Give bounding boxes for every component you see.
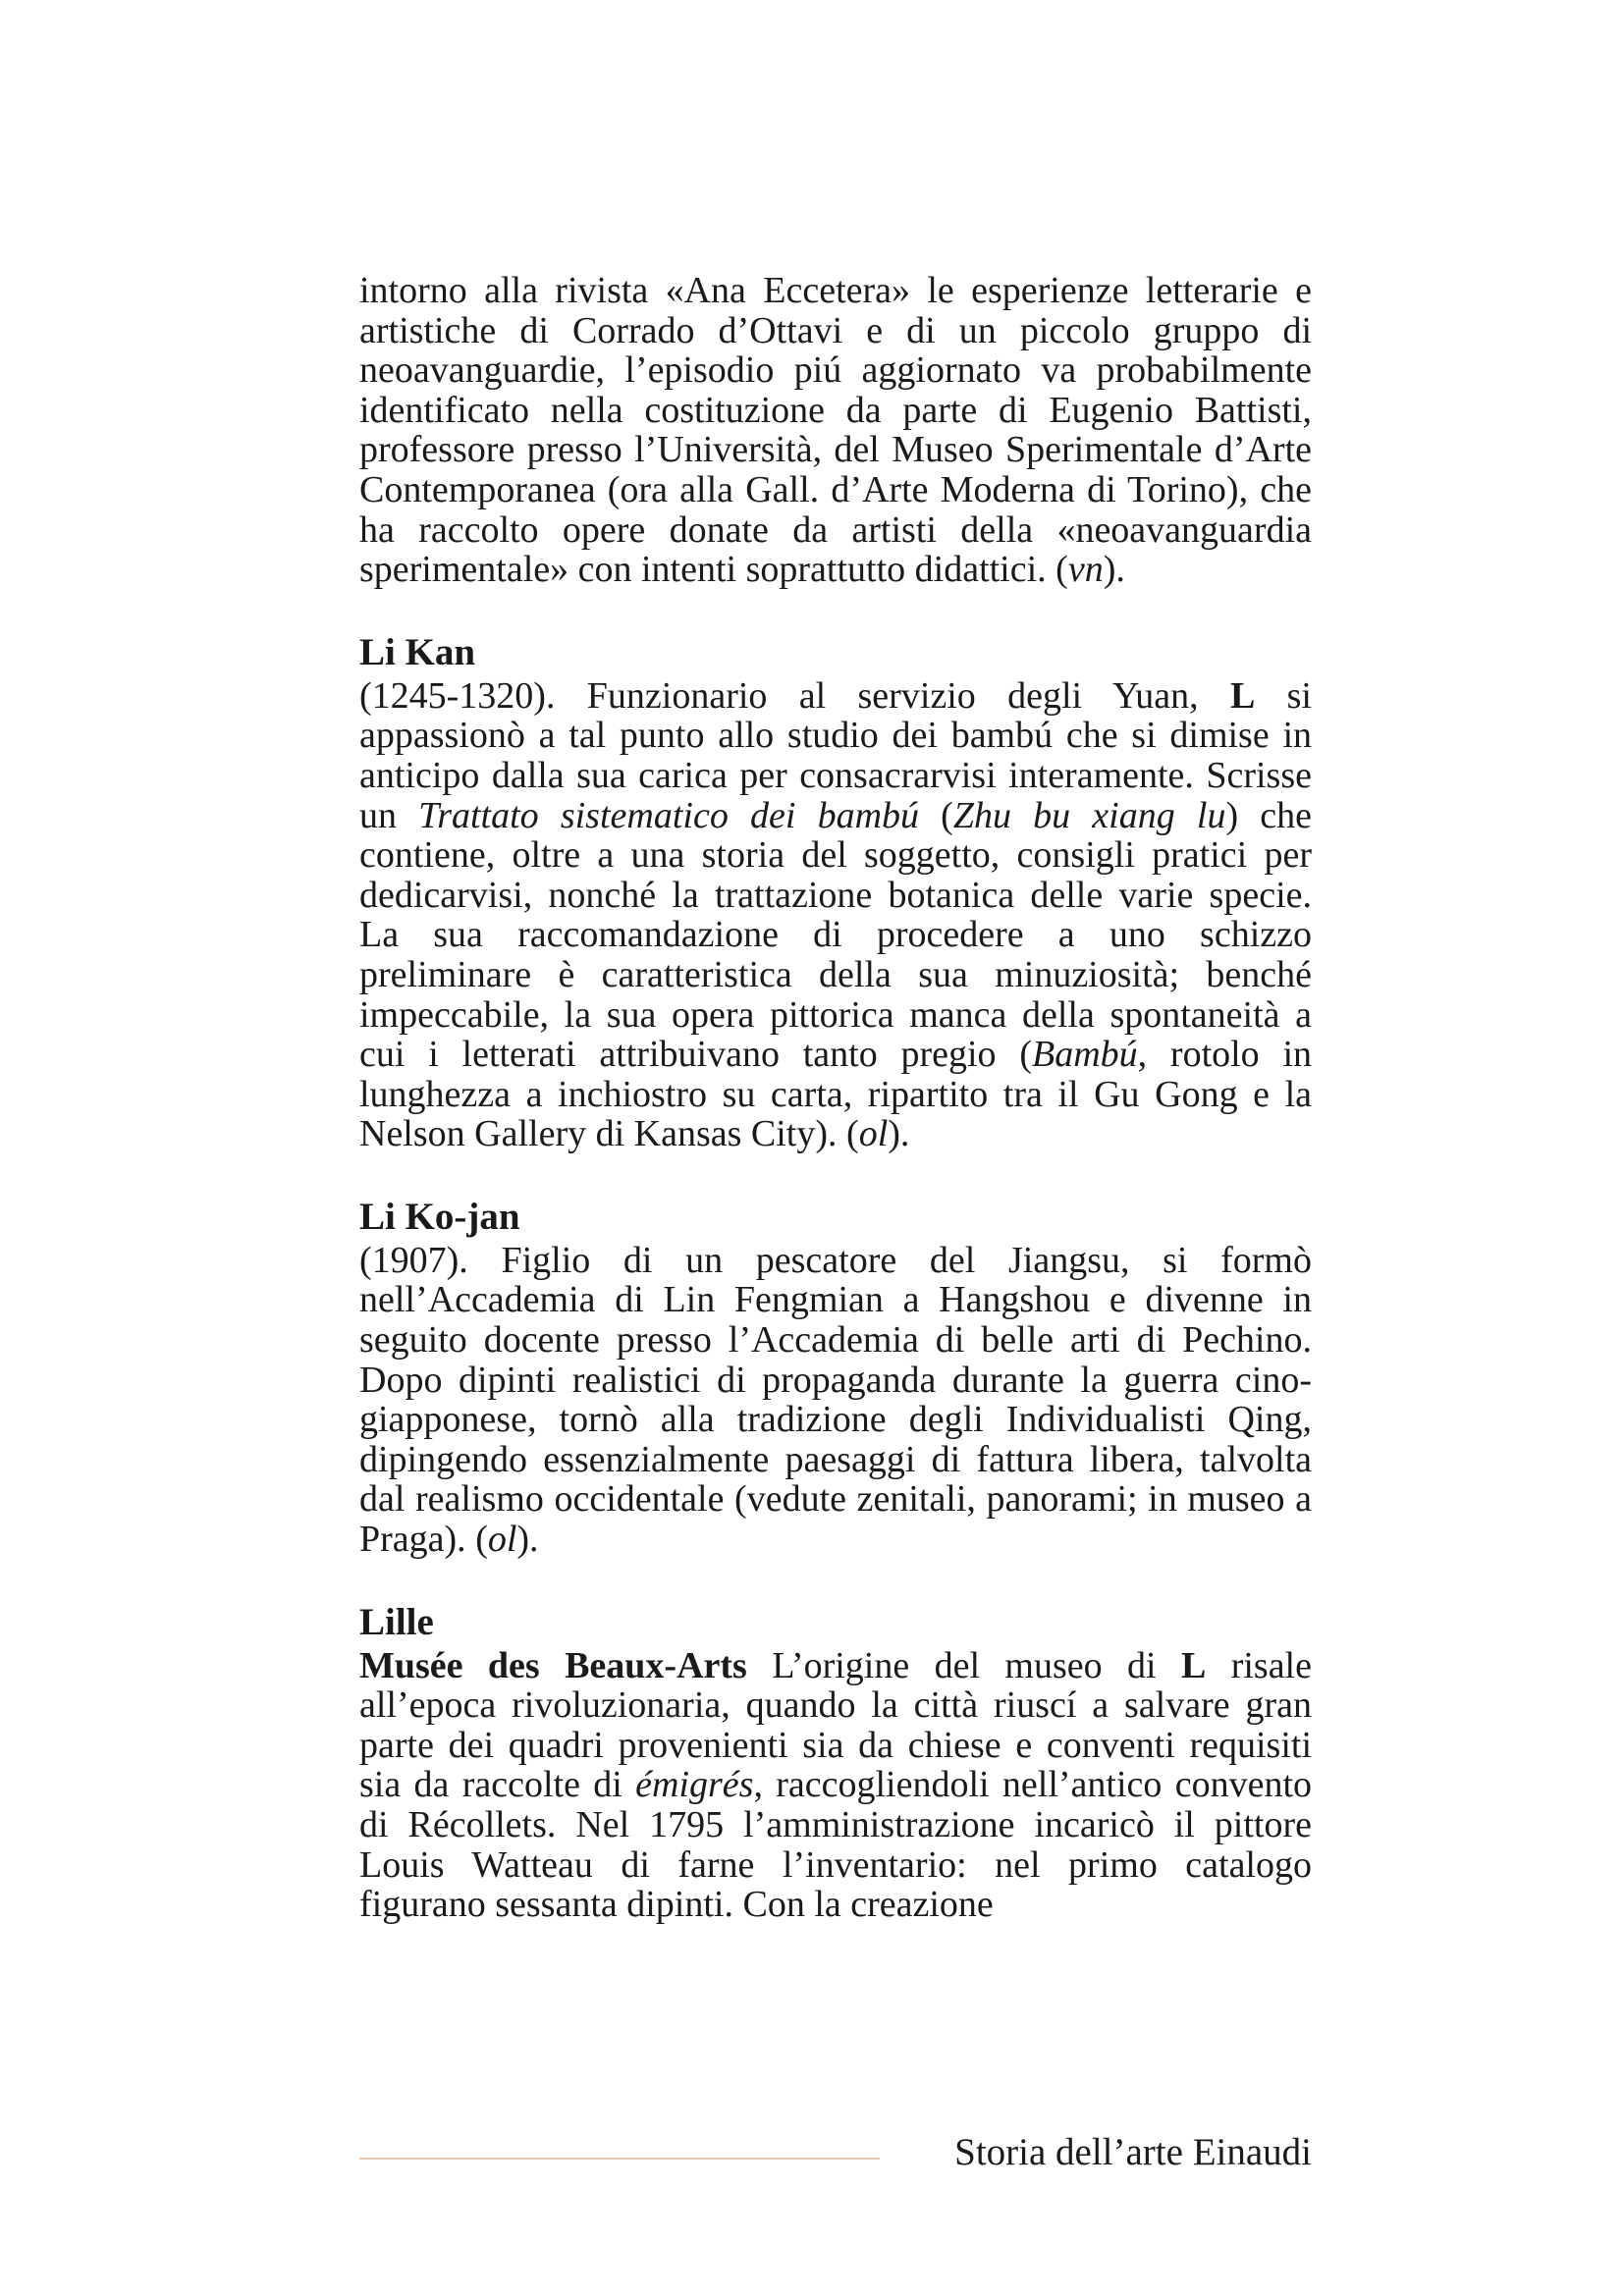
text-run: , raccogliendoli nell’antico convento di Récollets. Nel 1795 l’amministrazione incaricò il pittore Louis Watteau di farne l’inventario: nel primo catalogo figurano sessanta dipinti. Con la creazione bbox=[359, 1764, 1312, 1926]
text-run: , rotolo in lunghezza a inchiostro su carta, ripartito tra il Gu Gong e la Nelson Gallery di Kansas City). bbox=[359, 1034, 1313, 1155]
page-body bbox=[359, 271, 1312, 1925]
entry-title-li-kan: Li Kan bbox=[359, 630, 476, 673]
entry-body-li-ko-jan: (1907). Figlio di un pescatore del Jiangsu, si formò nell’Accademia di Lin Fengmian a Hangshou e divenne in seguito docente presso l’Accademia di belle arti di Pechino. Dopo dipinti realistici di propaganda durante la guerra cino-giapponese, tornò alla tradizione degli Individualisti Qing, dipingendo essenzialmente paesaggi di fattura libera, talvolta dal realismo occidentale (vedute zenitali, panorami; in museo a Praga). (ol). bbox=[359, 1239, 1312, 1561]
intro-author: vn bbox=[1067, 549, 1104, 591]
entry-author: ol bbox=[487, 1519, 517, 1561]
entry-title-lille: Lille bbox=[359, 1600, 434, 1643]
footer-rule bbox=[359, 2158, 880, 2160]
text-run: (1245-1320). Funzionario al servizio degli Yuan, bbox=[359, 674, 1230, 717]
entry-title-li-ko-jan: Li Ko-jan bbox=[359, 1195, 520, 1238]
work-title: Bambú bbox=[1031, 1034, 1138, 1076]
text-run: risale all’epoca rivoluzionaria, quando la città riuscí a salvare gran parte dei quadri provenienti sia da chiese e conventi requisiti sia da raccolte di bbox=[359, 1644, 1312, 1806]
work-title: Trattato sistematico dei bambú bbox=[418, 794, 920, 836]
text-run: si appassionò a tal punto allo studio dei bambú che si dimise in anticipo dalla sua carica per consacrarvisi interamente. Scrisse un bbox=[359, 674, 1312, 836]
work-title: Zhu bu xiang lu bbox=[952, 794, 1226, 836]
entry-body-lille bbox=[359, 1646, 1312, 1925]
text-run: L’origine del museo di bbox=[746, 1644, 1181, 1686]
entry-body-li-kan: (1245-1320). Funzionario al servizio degli Yuan, L si appassionò a tal punto allo studio dei bambú che si dimise in anticipo dalla sua carica per consacrarvisi interamente. Scrisse un Trattato sistematico dei bambú (Zhu bu xiang lu) che contiene, oltre a una storia del soggetto, consigli pratici per dedicarvisi, nonché la trattazione botanica delle varie specie. La sua raccomandazione di procedere a uno schizzo preliminare è caratteristica della sua minuziosità; benché impeccabile, la sua opera pittorica manca della spontaneità a cui i letterati attribuivano tanto pregio (Bambú, rotolo in lunghezza a inchiostro su carta, ripartito tra il Gu Gong e la Nelson Gallery di Kansas City). (ol). bbox=[359, 674, 1313, 1155]
page-footer bbox=[359, 2128, 1312, 2187]
intro-paragraph: intorno alla rivista «Ana Eccetera» le esperienze letterarie e artistiche di Corrado d’Ottavi e di un piccolo gruppo di neoavanguardie, l’episodio piú aggiornato va probabilmente identificato nella costituzione da parte di Eugenio Battisti, professore presso l’Università, del Museo Sperimentale d’Arte Contemporanea (ora alla Gall. d’Arte Moderna di Torino), che ha raccolto opere donate da artisti della «neoavanguardia sperimentale» con intenti soprattutto didattici. (vn). bbox=[359, 270, 1312, 591]
text-run: (1907). Figlio di un pescatore del Jiangsu, si formò nell’Accademia di Lin Fengmian a Hangshou e divenne in seguito docente presso l’Accademia di belle arti di Pechino. Dopo dipinti realistici di propaganda durante la guerra cino-giapponese, tornò alla tradizione degli Individualisti Qing, dipingendo essenzialmente paesaggi di fattura libera, talvolta dal realismo occidentale (vedute zenitali, panorami; in museo a Praga). bbox=[359, 1239, 1312, 1561]
entry-author: ol bbox=[858, 1113, 889, 1155]
text-run: ( bbox=[919, 794, 953, 836]
text-run: ) che contiene, oltre a una storia del soggetto, consigli pratici per dedicarvisi, nonché la trattazione botanica delle varie specie. La sua raccomandazione di procedere a uno schizzo preliminare è caratteristica della sua minuziosità; benché impeccabile, la sua opera pittorica manca della spontaneità a cui i letterati attribuivano tanto pregio ( bbox=[359, 794, 1313, 1076]
entry-initial: L bbox=[1180, 1644, 1207, 1686]
entry-subtitle: Musée des Beaux-Arts bbox=[359, 1644, 747, 1686]
intro-text: intorno alla rivista «Ana Eccetera» le esperienze letterarie e artistiche di Corrado d’Ottavi e di un piccolo gruppo di neoavanguardie, l’episodio piú aggiornato va probabilmente identificato nella costituzione da parte di Eugenio Battisti, professore presso l’Università, del Museo Sperimentale d’Arte Contemporanea (ora alla Gall. d’Arte Moderna di Torino), che ha raccolto opere donate da artisti della «neoavanguardia sperimentale» con intenti soprattutto didattici. bbox=[359, 270, 1312, 591]
emphasis-term: émigrés bbox=[635, 1764, 754, 1806]
entry-initial: L bbox=[1229, 674, 1256, 717]
footer-label: Storia dell’arte Einaudi bbox=[954, 2131, 1312, 2173]
